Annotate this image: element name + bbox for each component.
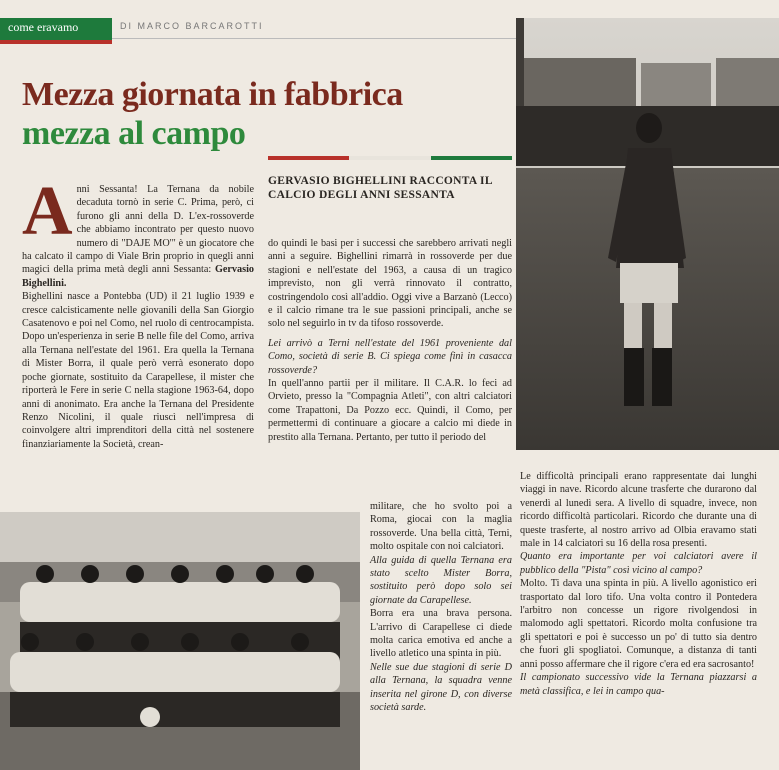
question: Alla guida di quella Ternana era stato scelto Mister Borra, sostituito però dopo solo sei giornate da Carapellese. (370, 554, 512, 606)
question: Nelle sue due stagioni di serie D alla Ternana, la squadra venne inserita nel girone D, con diverse società sarde. (370, 661, 512, 714)
drop-cap: A (22, 173, 73, 250)
answer-cont: militare, che ho svolto poi a Roma, giocai con la maglia rossoverde. Una bella città, Terni, molto ospitale con noi calciatori. (370, 501, 512, 553)
article-column-1 (22, 173, 254, 451)
section-tab-underline (0, 40, 112, 44)
article-column-2b (370, 500, 512, 715)
title-line-1: Mezza giornata in fabbrica (22, 76, 403, 113)
question: Quanto era importante per voi calciatori avere il pubblico della "Pista" così vicino al campo? (520, 551, 757, 576)
player-photo (516, 18, 779, 450)
answer: In quell'anno partii per il militare. Il C.A.R. lo feci ad Orvieto, presso la "Compagnia Atleti", con altri calciatori come Trapattoni, Da Pozzo ecc. Quindi, il Como, per permettermi di continuare a giocare a calcio mi diede in prestito alla Ternana. Pertanto, per tutto il periodo del (268, 378, 512, 443)
intro-text: nni Sessanta! La Ternana da nobile decaduta tornò in serie C. Prima, però, ci furono gli anni della D. L'ex-rossoverde che abbiamo incontrato per questo nuovo numero di "DAJE MO'" è un giocatore che ha calcato il campo di Viale Brin proprio in quegli anni magici della prima metà degli anni Sessanta: (22, 184, 254, 276)
question: Il campionato successivo vide la Ternana piazzarsi a metà classifica, e lei in campo qua- (520, 672, 757, 697)
player-name: Gervasio Bighellini. (22, 264, 254, 289)
subtitle: GERVASIO BIGHELLINI RACCONTA IL CALCIO DEGLI ANNI SESSANTA (268, 175, 493, 201)
paragraph: do quindi le basi per i successi che sarebbero arrivati negli anni a seguire. Bighellini rimarrà in rossoverde per due stagioni e nell'estate del 1963, a causa di un tragico imprevisto, non gli verrà rinnovato il contratto, costringendolo così all'addio. Oggi vive a Barzanò (Lecco) e il calcio rimane tra le sue passioni principali, anche se solo nel seguirlo in tv da tifoso rossoverde. (268, 238, 512, 330)
answer: Borra era una brava persona. L'arrivo di Carapellese ci diede molta carica emotiva ed anche a livello atletico una spinta in più. (370, 608, 512, 660)
answer: Molto. Ti dava una spinta in più. A livello agonistico eri trasportato dal loro tifo. Una volta contro il Pontedera l'arbitro non concesse un rigore rivolgendosi in malomodo agli spettatori. Ricordo molta confusione tra gli spettatori e poi è successo un po' di tutto sia dentro che fuori gli spogliatoi. Comunque, a distanza di tanti anni posso affermare che il rigore c'era ed era sacrosanto! (520, 578, 757, 670)
byline: DI MARCO BARCAROTTI (120, 21, 264, 31)
bio-paragraph: Bighellini nasce a Pontebba (UD) il 21 luglio 1939 e cresce calcisticamente nelle giovanili della San Giorgio Casatenovo e poi nel Como, nel ruolo di centrocampista. Dopo un'esperienza in serie B nelle file del Como, arriva alla Ternana nell'estate del 1961. Era quella la Ternana di Mister Borra, il quale però verrà esonerato dopo poche giornate, sostituito da Carapellese, il mister che riporterà le Fere in serie C nella stagione 1963-64, dopo anni di anonimato. Era anche la Ternana del Presidente Renzo Nicolini, il quale riuscì nell'impresa di coinvolgere altri imprenditori della città nel sostenere finanziariamente la Società, crean- (22, 291, 254, 450)
article-column-3 (520, 470, 757, 698)
subtitle-color-bar (268, 156, 512, 160)
article-column-2 (268, 237, 512, 444)
team-photo (0, 512, 360, 770)
section-label: come eravamo (8, 20, 79, 34)
header-rule (112, 38, 516, 39)
title-line-2: mezza al campo (22, 115, 246, 152)
answer: Le difficoltà principali erano rappresentate dai lunghi viaggi in nave. Ricordo alcune trasferte che durarono dal venerdì al lunedì sera. A livello di squadre, invece, non ricordo difficoltà particolari. Ricordo che durante una di queste trasferte, al nostro arrivo ad Olbia eravamo stati male in 14 calciatori su 16 della rosa presenti. (520, 471, 757, 550)
question: Lei arrivò a Terni nell'estate del 1961 proveniente dal Como, società di serie B. Ci spiega come finì in casacca rossoverde? (268, 337, 512, 376)
